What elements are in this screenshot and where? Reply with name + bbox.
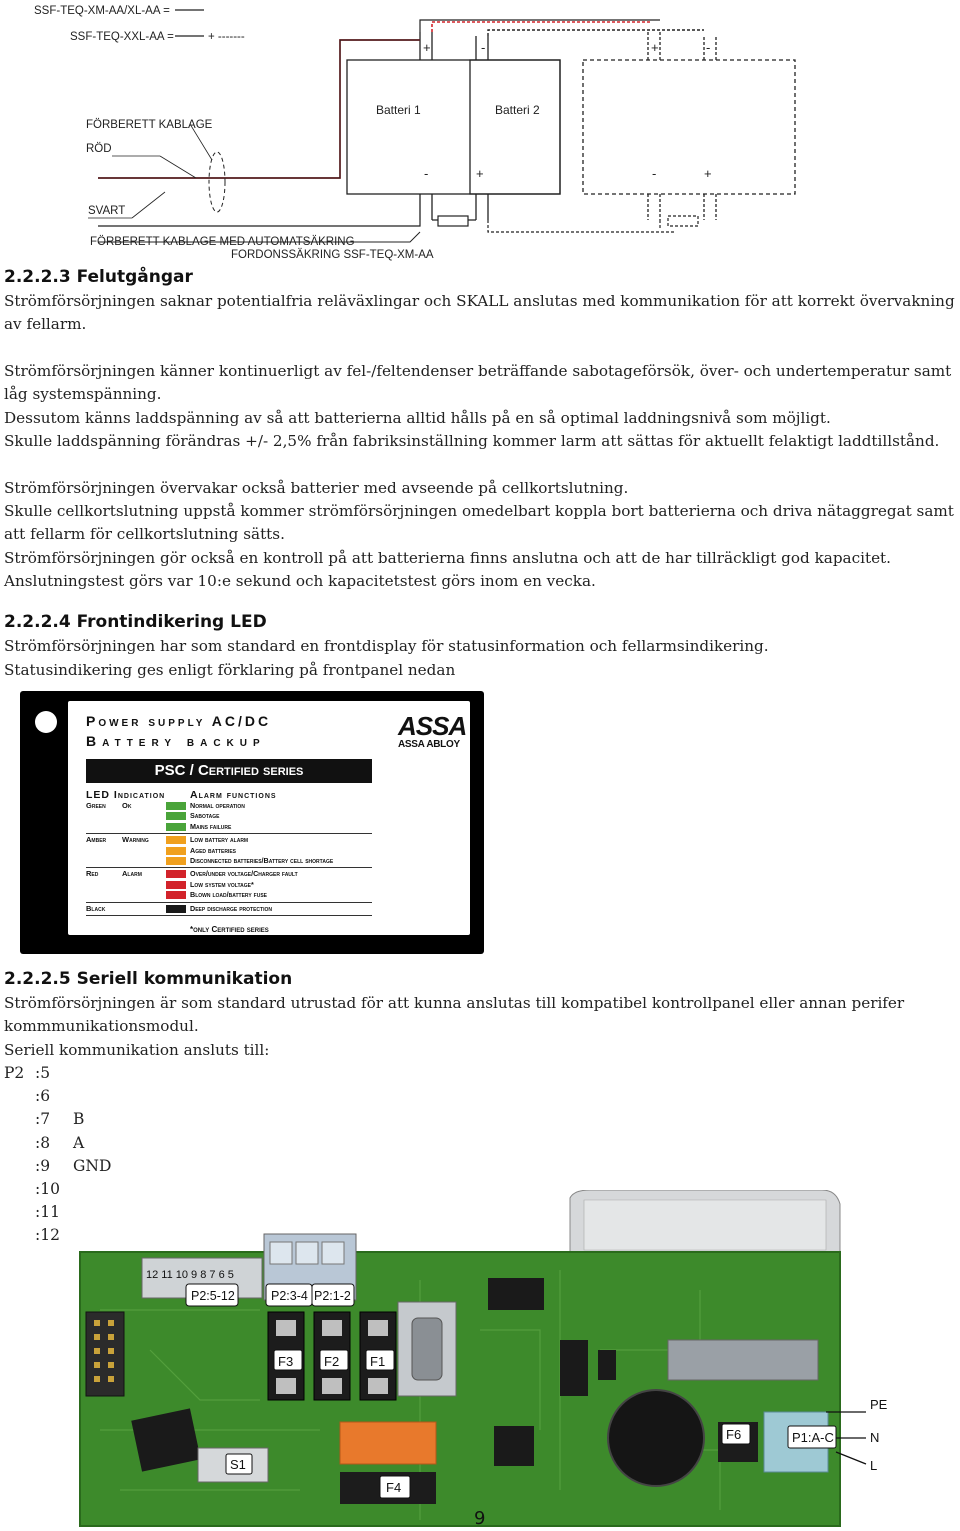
legend-xxl-label: SSF-TEQ-XXL-AA = — [70, 31, 174, 43]
page-number: 9 — [474, 1508, 486, 1529]
pin-number: :5 — [35, 1064, 51, 1082]
assa-abloy-logo: ASSA ABLOY — [398, 739, 460, 750]
alarm-function: Over/under voltage/Charger fault — [190, 869, 298, 879]
label-f2: F2 — [324, 1354, 340, 1369]
pin-number: :11 — [35, 1203, 60, 1222]
alarm-function: Low system voltage* — [190, 879, 254, 889]
battery-1-label: Batteri 1 — [376, 103, 421, 117]
pin-number: :12 — [35, 1226, 60, 1245]
panel-label-area — [68, 701, 470, 935]
panel-title2: Battery backup — [86, 733, 266, 749]
led-color-name: Black — [86, 903, 106, 913]
alarm-function: Normal operation — [190, 801, 245, 810]
led-color-name: Green — [86, 801, 106, 810]
b2-minus-bottom: - — [652, 166, 657, 181]
led-group-divider — [86, 833, 372, 834]
panel-mount-hole — [35, 711, 57, 733]
battery-xxl — [583, 60, 795, 194]
led-state: Alarm — [122, 869, 142, 879]
led-swatch — [166, 802, 186, 810]
b1-minus-bottom: - — [424, 166, 429, 181]
led-swatch — [166, 812, 186, 820]
led-para2: Statusindikering ges enligt förklaring på frontpanel nedan — [4, 661, 456, 679]
faults-para2: Strömförsörjningen känner kontinuerligt av fel-/feltendenser beträffande sabotageförsök, över- och undertemperatur samt låg systemspänning. — [4, 362, 952, 404]
fuse-symbol — [438, 216, 468, 226]
led-color-name: Red — [86, 869, 99, 879]
alarm-function: Deep discharge protection — [190, 903, 272, 913]
led-swatch — [166, 857, 186, 865]
panel-banner: PSC / Certified series — [86, 759, 372, 783]
label-s1: S1 — [230, 1457, 246, 1472]
led-state: Warning — [122, 835, 149, 845]
led-swatch — [166, 836, 186, 844]
circuit-board-photo — [0, 1190, 960, 1531]
b2-plus-bottom: + — [704, 166, 712, 181]
front-panel — [20, 691, 484, 954]
heading-led: 2.2.2.4 Frontindikering LED — [4, 612, 267, 632]
faults-para4: Skulle laddspänning förändras +/- 2,5% från fabriksinställning kommer larm att sättas för aktuellt felaktigt laddtillstånd. — [4, 432, 940, 450]
label-red: RÖD — [86, 143, 112, 155]
col-led-header: LED Indication — [86, 789, 166, 801]
led-swatch — [166, 881, 186, 889]
label-p1: P1:A-C — [792, 1430, 834, 1445]
panel-title1: Power supply AC/DC — [86, 713, 272, 729]
label-p2-1-2: P2:1-2 — [314, 1289, 351, 1303]
led-group-divider — [86, 902, 372, 903]
pin-number: :10 — [35, 1180, 60, 1198]
pin-number: :8 — [35, 1133, 51, 1152]
led-state: Ok — [122, 801, 132, 810]
led-group-divider — [86, 867, 372, 868]
serial-para1: Strömförsörjningen är som standard utrustad för att kunna anslutas till kompatibel kontrollpanel eller annan perifer kommmunikationsmodul. — [4, 994, 905, 1036]
heading-faults: 2.2.2.3 Felutgångar — [4, 267, 193, 287]
b2-plus-top: + — [651, 40, 659, 55]
label-f1: F1 — [370, 1354, 386, 1369]
label-p2-5-12: P2:5-12 — [191, 1289, 235, 1303]
label-f3: F3 — [278, 1354, 294, 1369]
faults-para7: Strömförsörjningen gör också en kontroll på att batterierna finns anslutna och att de har tillräckligt god kapacitet. Anslutningstest görs var 10:e sekund och kapacitetstest görs inom en vecka. — [4, 549, 891, 591]
battery-2-label: Batteri 2 — [495, 103, 540, 117]
faults-para6: Skulle cellkortslutning uppstå kommer strömförsörjningen omedelbart koppla bort batterierna och driva nätaggregat samt att fellarm för cellkortslutning sätts. — [4, 502, 954, 544]
led-group-divider — [86, 915, 372, 916]
label-fuse-line1: FÖRBERETT KABLAGE MED AUTOMATSÄKRING — [90, 236, 355, 248]
battery-1 — [347, 60, 560, 194]
legend-xxl-dash: + ------- — [208, 31, 245, 43]
legend-xm-label: SSF-TEQ-XM-AA/XL-AA = — [34, 5, 170, 17]
wiring-diagram — [0, 0, 960, 262]
led-swatch — [166, 905, 186, 913]
heading-serial: 2.2.2.5 Seriell kommunikation — [4, 969, 293, 989]
label-black: SVART — [88, 205, 126, 217]
led-swatch — [166, 847, 186, 855]
led-para1: Strömförsörjningen har som standard en frontdisplay för statusinformation och fellarmsindikering. — [4, 637, 769, 655]
led-swatch — [166, 823, 186, 831]
label-n: N — [870, 1430, 880, 1445]
pin-signal: GND — [73, 1156, 112, 1175]
led-swatch — [166, 891, 186, 899]
alarm-function: Mains failure — [190, 821, 232, 831]
alarm-function: Low battery alarm — [190, 835, 249, 845]
col-alarm-header: Alarm functions — [190, 789, 277, 801]
alarm-function: Sabotage — [190, 811, 220, 821]
faults-para3: Dessutom känns laddspänning av så att batterierna alltid hålls på en så optimal laddningsnivå som möjligt. — [4, 409, 831, 427]
alarm-function: Disconnected batteries/Battery cell shortage — [190, 855, 334, 865]
b1-plus-bottom: + — [476, 166, 484, 181]
panel-footnote: *only Certified series — [190, 925, 269, 934]
pin-prefix: P2 — [4, 1064, 25, 1082]
faults-para1: Strömförsörjningen saknar potentialfria reläväxlingar och SKALL anslutas med kommunikation för att korrekt övervakning av fellarm. — [4, 292, 955, 334]
led-swatch — [166, 870, 186, 878]
b1-minus-top: - — [481, 40, 486, 55]
label-pe: PE — [870, 1397, 888, 1412]
pin-signal: B — [73, 1110, 85, 1129]
label-l: L — [870, 1458, 878, 1473]
pin-number: :7 — [35, 1110, 51, 1129]
pin-signal: A — [73, 1133, 85, 1152]
faults-para5: Strömförsörjningen övervakar också batterier med avseende på cellkortslutning. — [4, 479, 629, 497]
alarm-function: Blown load/battery fuse — [190, 890, 268, 900]
label-f6: F6 — [726, 1427, 742, 1442]
terminal-numbers: 12 11 10 9 8 7 6 5 — [146, 1269, 234, 1281]
serial-para2: Seriell kommunikation ansluts till: — [4, 1041, 270, 1059]
alarm-function: Aged batteries — [190, 845, 236, 855]
b1-plus-top: + — [423, 40, 431, 55]
label-p2-3-4: P2:3-4 — [271, 1289, 308, 1303]
cable-bundle-marker — [209, 152, 225, 212]
led-color-name: Amber — [86, 835, 107, 845]
label-fuse-line2: FORDONSSÄKRING SSF-TEQ-XM-AA — [231, 249, 434, 261]
label-f4: F4 — [386, 1480, 402, 1495]
pin-number: :9 — [35, 1156, 51, 1175]
pin-number: :6 — [35, 1087, 51, 1106]
b2-minus-top: - — [706, 40, 711, 55]
assa-logo: ASSA — [398, 711, 467, 741]
label-prewired: FÖRBERETT KABLAGE — [86, 119, 213, 131]
